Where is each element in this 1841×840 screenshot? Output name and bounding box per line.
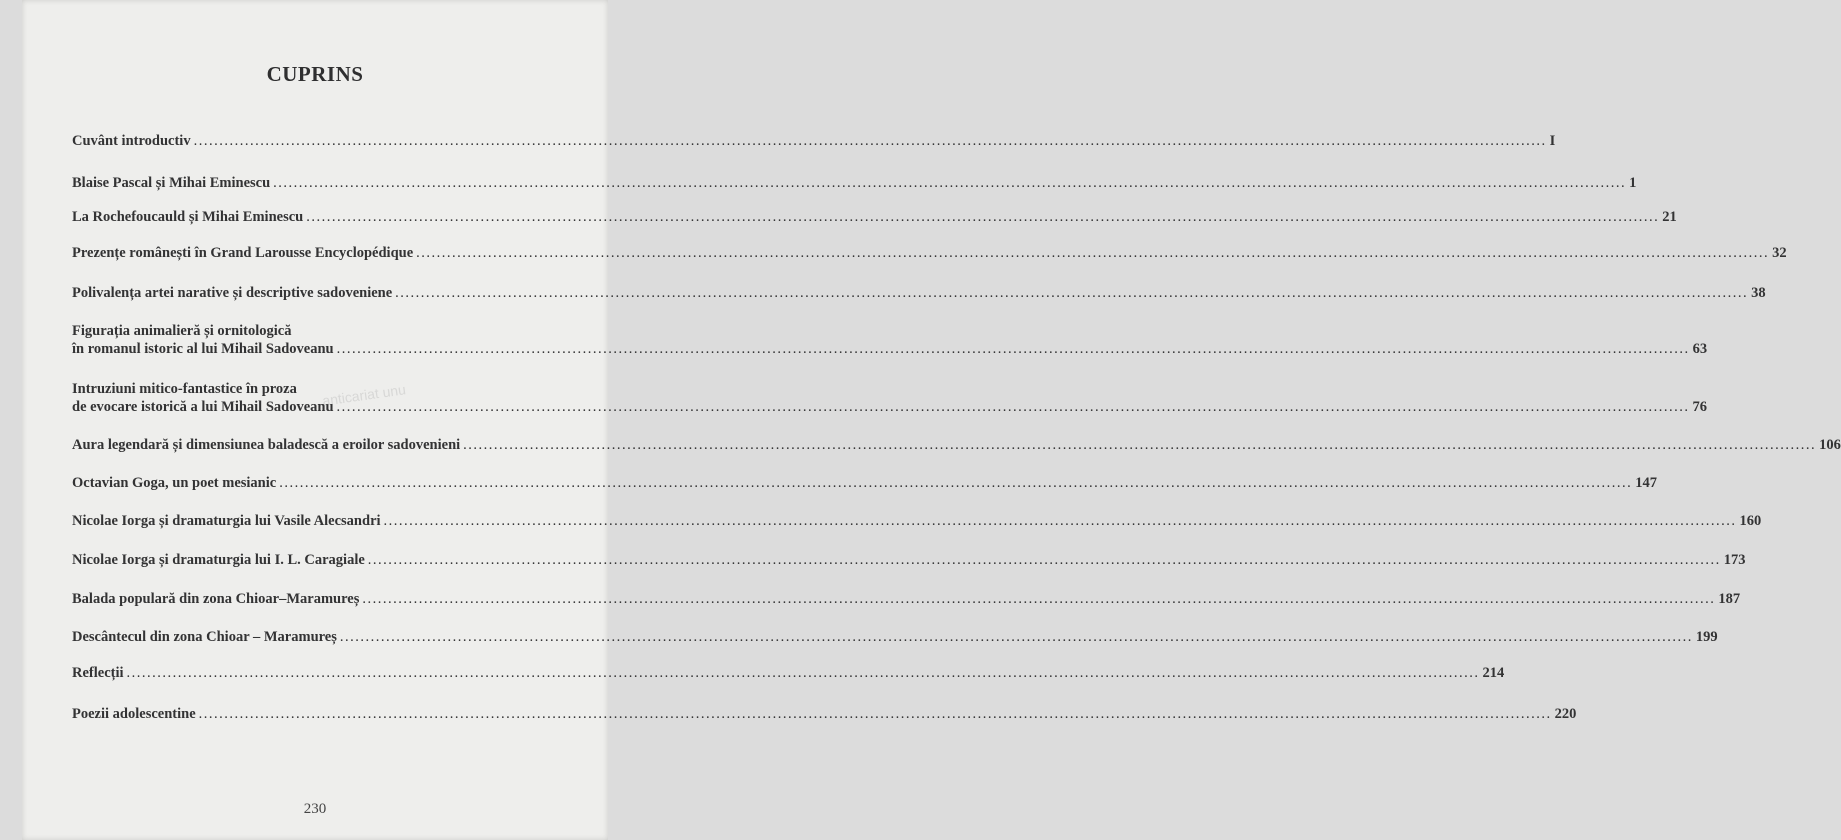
toc-entry-page: I bbox=[1549, 133, 1556, 149]
toc-entry-title: Octavian Goga, un poet mesianic bbox=[72, 475, 277, 491]
toc-line bbox=[72, 209, 1677, 229]
dot-leader: ........................................................................................................................................................................................................................................................................ bbox=[463, 437, 1817, 453]
toc-entry-title: Aura legendară și dimensiunea baladescă a eroilor sadovenieni bbox=[72, 437, 461, 453]
toc-line bbox=[72, 437, 1841, 457]
toc-entry-title: de evocare istorică a lui Mihail Sadoveanu bbox=[72, 399, 334, 415]
dot-leader: ........................................................................................................................................................................................................................................................................ bbox=[362, 591, 1716, 607]
toc-entry-title: Balada populară din zona Chioar–Maramureș bbox=[72, 591, 360, 607]
dot-leader: ........................................................................................................................................................................................................................................................................ bbox=[367, 552, 1721, 568]
book-page bbox=[22, 0, 1841, 840]
toc-entry bbox=[72, 133, 1556, 153]
dot-leader: ........................................................................................................................................................................................................................................................................ bbox=[336, 399, 1690, 415]
toc-entry-page: 187 bbox=[1718, 591, 1741, 607]
toc-entry-page: 214 bbox=[1482, 665, 1505, 681]
toc-line bbox=[72, 475, 1657, 495]
toc-line bbox=[72, 513, 1762, 533]
toc-entry-page: 76 bbox=[1692, 399, 1708, 415]
toc-entry-page: 147 bbox=[1635, 475, 1657, 491]
toc-entry-title: în romanul istoric al lui Mihail Sadoveanu bbox=[72, 341, 334, 357]
toc-entry-page: 199 bbox=[1695, 629, 1718, 645]
toc-entry bbox=[72, 437, 1841, 457]
toc-entry-title: Figurația animalieră și ornitologică bbox=[72, 323, 292, 339]
dot-leader: ........................................................................................................................................................................................................................................................................ bbox=[383, 513, 1737, 529]
toc-entry-title: Polivalența artei narative și descriptive sadoveniene bbox=[72, 285, 393, 301]
toc-entry-title: Blaise Pascal și Mihai Eminescu bbox=[72, 175, 271, 191]
watermark: anticariat unu bbox=[321, 381, 407, 409]
dot-leader: ........................................................................................................................................................................................................................................................................ bbox=[395, 285, 1749, 301]
toc-entry-page: 21 bbox=[1662, 209, 1677, 225]
toc-entry-title: Cuvânt introductiv bbox=[72, 133, 191, 149]
dot-leader: ........................................................................................................................................................................................................................................................................ bbox=[306, 209, 1660, 225]
toc-entry-page: 173 bbox=[1723, 552, 1746, 568]
dot-leader: ........................................................................................................................................................................................................................................................................ bbox=[279, 475, 1633, 491]
toc-entry-title: Nicolae Iorga și dramaturgia lui Vasile Alecsandri bbox=[72, 513, 381, 529]
toc-line bbox=[72, 245, 1787, 265]
toc-entry bbox=[72, 323, 1708, 361]
toc-entry bbox=[72, 706, 1577, 726]
toc-line bbox=[72, 591, 1741, 611]
dot-leader: ........................................................................................................................................................................................................................................................................ bbox=[126, 665, 1480, 681]
toc-line bbox=[72, 629, 1718, 649]
toc-line bbox=[72, 285, 1766, 305]
toc-line bbox=[72, 665, 1505, 685]
dot-leader: ........................................................................................................................................................................................................................................................................ bbox=[273, 175, 1627, 191]
toc-line bbox=[72, 323, 596, 341]
toc-entry-title: Poezii adolescentine bbox=[72, 706, 196, 722]
toc-line bbox=[72, 175, 1637, 195]
toc-entry-title: La Rochefoucauld și Mihai Eminescu bbox=[72, 209, 304, 225]
toc-line bbox=[72, 552, 1746, 572]
dot-leader: ........................................................................................................................................................................................................................................................................ bbox=[416, 245, 1770, 261]
toc-entry-title: Descântecul din zona Chioar – Maramureș bbox=[72, 629, 337, 645]
toc-entry-title: Prezențe românești în Grand Larousse Encyclopédique bbox=[72, 245, 414, 261]
toc-entry-title: Nicolae Iorga și dramaturgia lui I. L. Caragiale bbox=[72, 552, 365, 568]
dot-leader: ........................................................................................................................................................................................................................................................................ bbox=[198, 706, 1552, 722]
toc-entry-page: 32 bbox=[1772, 245, 1787, 261]
toc-entry bbox=[72, 381, 1708, 419]
toc-entry-page: 63 bbox=[1692, 341, 1708, 357]
toc-entry bbox=[72, 209, 1677, 229]
toc-line bbox=[72, 381, 596, 399]
toc-entry-page: 1 bbox=[1629, 175, 1637, 191]
toc-entry bbox=[72, 245, 1787, 265]
toc-entry-title: Reflecții bbox=[72, 665, 124, 681]
toc-entry bbox=[72, 591, 1741, 611]
toc-line bbox=[72, 133, 1556, 153]
toc-entry bbox=[72, 285, 1766, 305]
toc-entry-title: Intruziuni mitico-fantastice în proza bbox=[72, 381, 297, 397]
page-title: CUPRINS bbox=[266, 62, 364, 86]
toc-line bbox=[72, 341, 1708, 361]
toc-entry bbox=[72, 475, 1657, 495]
toc-line bbox=[72, 399, 1708, 419]
toc-entry bbox=[72, 552, 1746, 572]
toc-entry-page: 38 bbox=[1751, 285, 1766, 301]
toc-entry bbox=[72, 175, 1637, 195]
toc-entry bbox=[72, 629, 1718, 649]
page-number: 230 bbox=[303, 801, 327, 817]
dot-leader: ........................................................................................................................................................................................................................................................................ bbox=[339, 629, 1693, 645]
toc-entry-page: 160 bbox=[1739, 513, 1762, 529]
toc-entry-page: 220 bbox=[1554, 706, 1577, 722]
dot-leader: ........................................................................................................................................................................................................................................................................ bbox=[336, 341, 1690, 357]
toc-line bbox=[72, 706, 1577, 726]
toc-entry-page: 106 bbox=[1819, 437, 1841, 453]
toc-entry bbox=[72, 513, 1762, 533]
dot-leader: ........................................................................................................................................................................................................................................................................ bbox=[193, 133, 1547, 149]
toc-entry bbox=[72, 665, 1505, 685]
